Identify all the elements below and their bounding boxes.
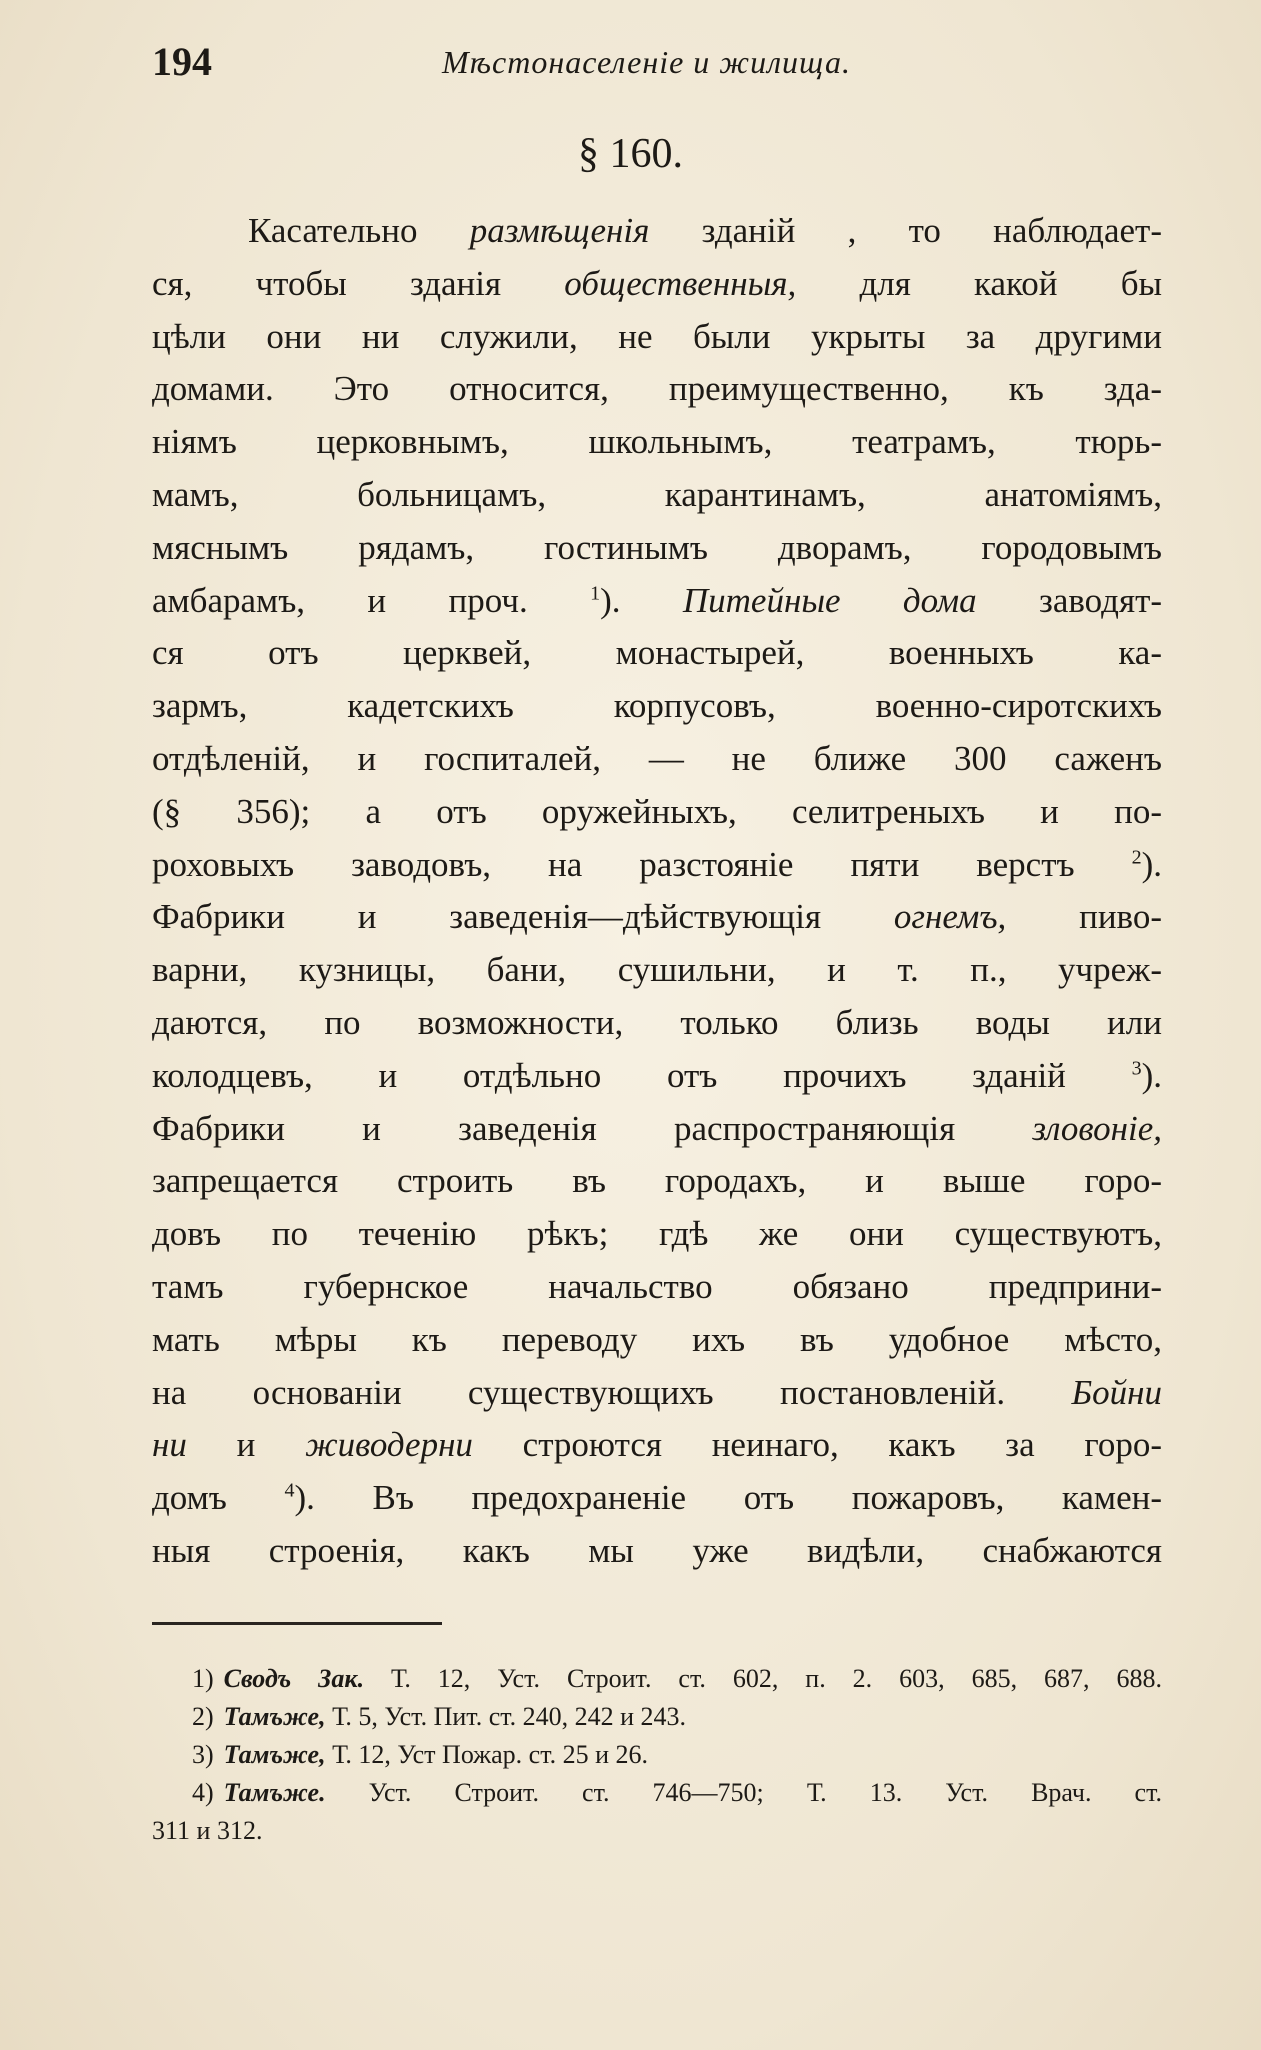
text-line: мамъ, больницамъ, карантинамъ, анатоміямъ, bbox=[152, 474, 1162, 514]
text-line: ся, чтобы зданія общественныя, для какой бы bbox=[152, 263, 1163, 303]
text-line: (§ 356); а отъ оружейныхъ, селитреныхъ и по- bbox=[152, 791, 1162, 831]
footnote-ref: 1 bbox=[590, 581, 601, 604]
page-header bbox=[152, 38, 1162, 98]
section-title: § 160. bbox=[578, 131, 683, 177]
text-line: Фабрики и заведенія—дѣйствующія огнемъ, пиво- bbox=[152, 897, 1162, 937]
text-line: Касательно размѣщенія зданій , то наблюдает- bbox=[248, 211, 1162, 250]
text-line: роховыхъ заводовъ, на разстояніе пяти верстъ $^2$). bbox=[152, 844, 1162, 884]
text-line: ніямъ церковнымъ, школьнымъ, театрамъ, тюрь- bbox=[152, 422, 1162, 462]
text-line: варни, кузницы, бани, сушильни, и т. п., учреж- bbox=[152, 950, 1162, 990]
text-line: на основаніи существующихъ постановленій. Бойни bbox=[152, 1372, 1162, 1412]
text-line: мяснымъ рядамъ, гостинымъ дворамъ, городовымъ bbox=[152, 527, 1162, 567]
page-number: 194 bbox=[152, 39, 212, 84]
footnote-ref: 3 bbox=[1131, 1057, 1142, 1080]
text-line: даются, по возможности, только близь воды или bbox=[152, 1002, 1162, 1042]
text-line: зармъ, кадетскихъ корпусовъ, военно-сиротскихъ bbox=[152, 686, 1162, 726]
text-line: амбарамъ, и проч. $^1$). Питейные дома заводят- bbox=[152, 580, 1163, 620]
text-line: цѣли они ни служили, не были укрыты за другими bbox=[152, 316, 1162, 356]
footnote-item: 3) Тамъже, Т. 12, Уст Пожар. ст. 25 и 26. bbox=[192, 1740, 649, 1769]
text-line: довъ по теченію рѣкъ; гдѣ же они существуютъ, bbox=[152, 1214, 1162, 1254]
text-line: отдѣленій, и госпиталей, — не ближе 300 саженъ bbox=[152, 738, 1162, 778]
footnote-item: 4) Тамъже. Уст. Строит. ст. 746—750; Т. 13. Уст. Врач. ст. bbox=[192, 1778, 1163, 1807]
text-line: Фабрики и заведенія распространяющія зловоніе, bbox=[152, 1108, 1162, 1148]
text-line: запрещается строить въ городахъ, и выше горо- bbox=[152, 1161, 1162, 1201]
footnote-item: 1) Сводъ Зак. Т. 12, Уст. Строит. ст. 602, п. 2. 603, 685, 687, 688. bbox=[192, 1664, 1163, 1693]
text-line: колодцевъ, и отдѣльно отъ прочихъ зданій $^3$). bbox=[152, 1055, 1163, 1095]
running-head: Мѣстонаселеніе и жилища. bbox=[442, 44, 851, 80]
footnote-item: 2) Тамъже, Т. 5, Уст. Пит. ст. 240, 242 и 243. bbox=[192, 1702, 687, 1731]
footnote-divider bbox=[152, 1622, 442, 1625]
main-paragraph bbox=[152, 205, 1162, 1578]
footnote-continuation: 311 и 312. bbox=[152, 1816, 263, 1845]
text-line: тамъ губернское начальство обязано предприни- bbox=[152, 1266, 1162, 1306]
text-line: домъ $^4$). Въ предохраненіе отъ пожаровъ, камен- bbox=[152, 1478, 1162, 1518]
footnotes bbox=[152, 1660, 1162, 1850]
text-line: ныя строенія, какъ мы уже видѣли, снабжаются bbox=[152, 1530, 1162, 1570]
text-line: домами. Это относится, преимущественно, къ зда- bbox=[152, 369, 1162, 409]
text-line: мать мѣры къ переводу ихъ въ удобное мѣсто, bbox=[152, 1319, 1162, 1359]
footnote-ref: 4 bbox=[284, 1479, 295, 1502]
text-line: ни и живодерни строются неинаго, какъ за горо- bbox=[152, 1425, 1163, 1465]
text-line: ся отъ церквей, монастырей, военныхъ ка- bbox=[152, 633, 1162, 673]
footnote-ref: 2 bbox=[1131, 845, 1142, 868]
